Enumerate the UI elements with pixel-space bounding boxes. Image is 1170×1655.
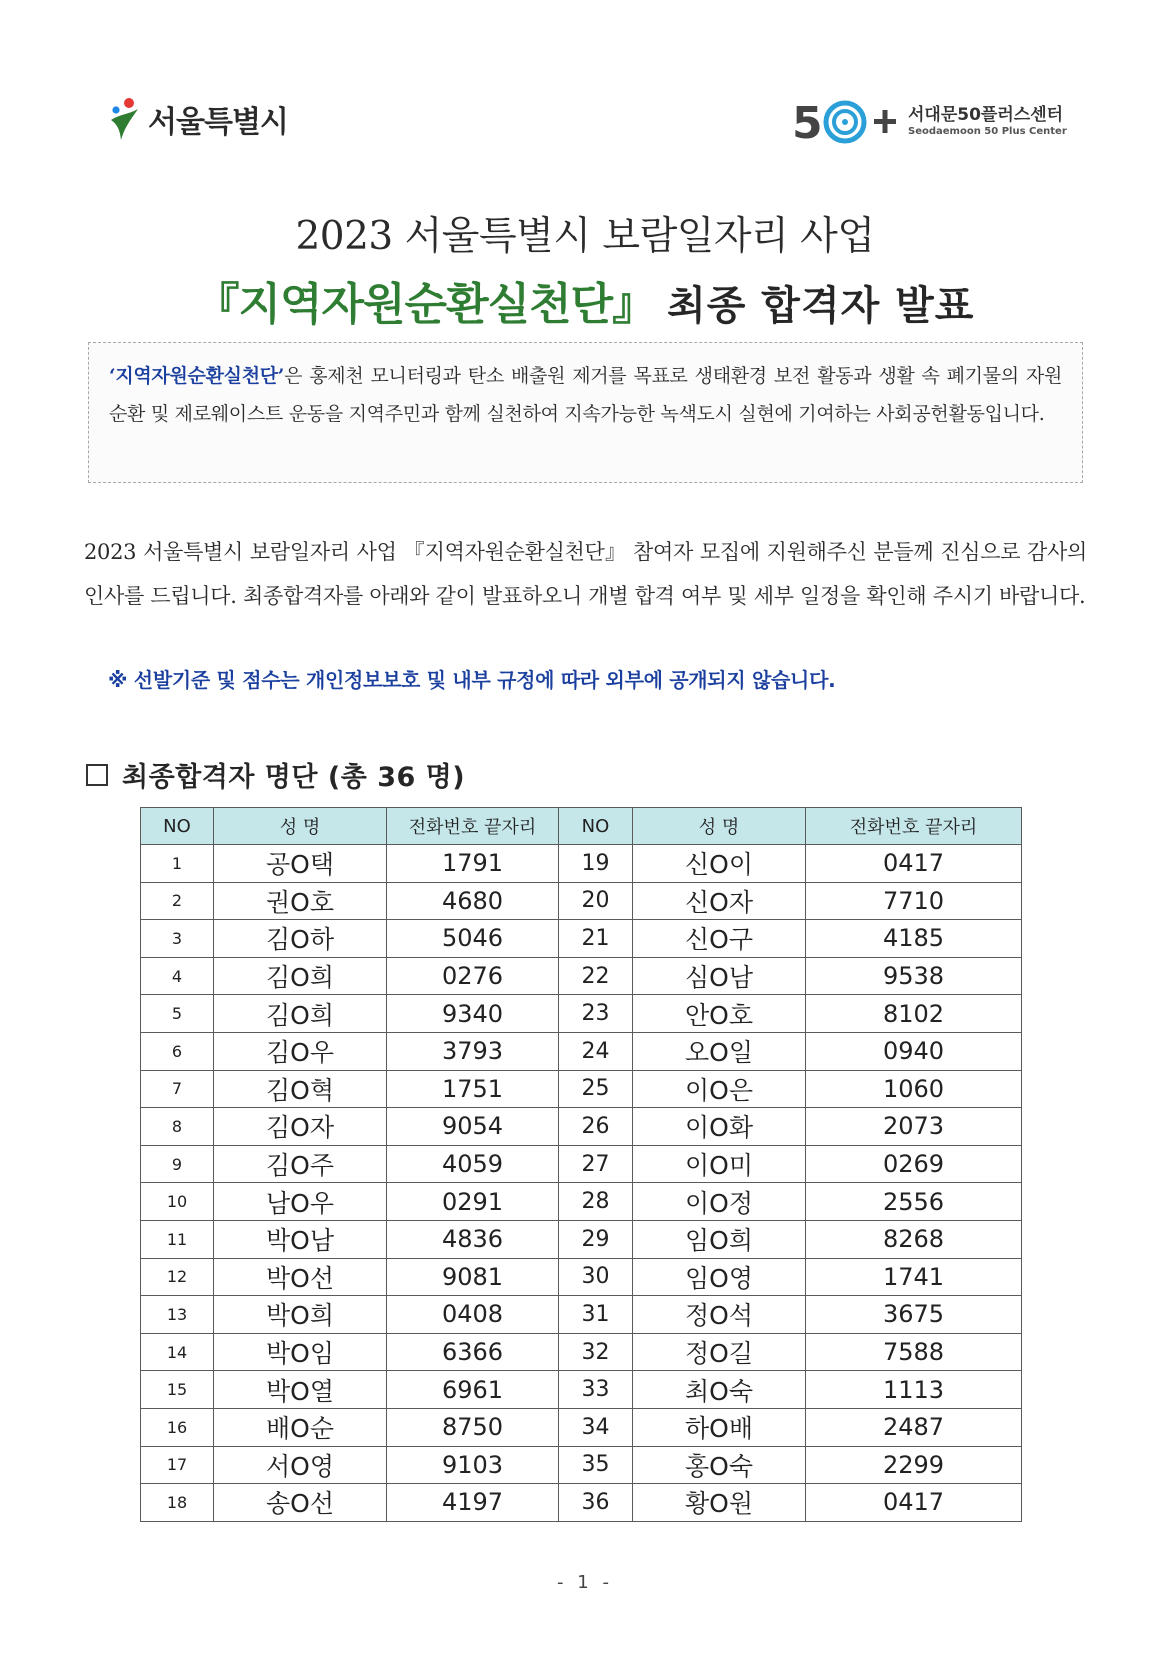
name-cell: 서O영 [214,1446,387,1484]
row-number-cell: 31 [559,1296,633,1334]
row-number-cell: 24 [559,1032,633,1070]
row-number-cell: 16 [141,1408,214,1446]
logo-number-five: 5 [792,98,823,148]
name-cell: 정O길 [633,1333,806,1371]
phone-digits-cell: 5046 [387,920,559,958]
name-cell: 박O열 [214,1371,387,1409]
phone-digits-cell: 0276 [387,957,559,995]
name-cell: 임O희 [633,1220,806,1258]
phone-digits-cell: 9081 [387,1258,559,1296]
seodaemoon-50plus-logo [790,96,1067,148]
table-row [141,920,1022,958]
row-number-cell: 12 [141,1258,214,1296]
table-row [141,1296,1022,1334]
row-number-cell: 11 [141,1220,214,1258]
phone-digits-cell: 2073 [806,1108,1022,1146]
row-number-cell: 34 [559,1408,633,1446]
phone-digits-cell: 4836 [387,1220,559,1258]
row-number-cell: 36 [559,1484,633,1522]
phone-digits-cell: 7710 [806,882,1022,920]
name-cell: 박O희 [214,1296,387,1334]
name-cell: 심O남 [633,957,806,995]
name-cell: 신O구 [633,920,806,958]
phone-digits-cell: 1060 [806,1070,1022,1108]
row-number-cell: 25 [559,1070,633,1108]
row-number-cell: 28 [559,1183,633,1221]
name-cell: 오O일 [633,1032,806,1070]
name-cell: 홍O숙 [633,1446,806,1484]
row-number-cell: 1 [141,845,214,883]
seoul-logo-text: 서울특별시 [148,105,288,140]
phone-digits-cell: 9538 [806,957,1022,995]
row-number-cell: 17 [141,1446,214,1484]
row-number-cell: 7 [141,1070,214,1108]
phone-digits-cell: 8102 [806,995,1022,1033]
phone-digits-cell: 3793 [387,1032,559,1070]
table-body [141,845,1022,1522]
table-row [141,1408,1022,1446]
row-number-cell: 15 [141,1371,214,1409]
name-cell: 신O이 [633,845,806,883]
row-number-cell: 20 [559,882,633,920]
header-no: NO [141,808,214,845]
phone-digits-cell: 1741 [806,1258,1022,1296]
phone-digits-cell: 1751 [387,1070,559,1108]
row-number-cell: 21 [559,920,633,958]
name-cell: 권O호 [214,882,387,920]
header-name: 성 명 [633,808,806,845]
phone-digits-cell: 2299 [806,1446,1022,1484]
seoul-logo-icon [108,96,144,142]
row-number-cell: 9 [141,1145,214,1183]
table-row [141,995,1022,1033]
document-title-line2 [0,268,1170,332]
program-name-quoted: ‘지역자원순환실천단’ [109,365,285,387]
name-cell: 안O호 [633,995,806,1033]
phone-digits-cell: 4185 [806,920,1022,958]
center-name-korean: 서대문50플러스센터 [908,105,1064,126]
phone-digits-cell: 9054 [387,1108,559,1146]
row-number-cell: 26 [559,1108,633,1146]
row-number-cell: 4 [141,957,214,995]
row-number-cell: 2 [141,882,214,920]
phone-digits-cell: 1113 [806,1371,1022,1409]
table-row [141,1220,1022,1258]
row-number-cell: 35 [559,1446,633,1484]
row-number-cell: 32 [559,1333,633,1371]
row-number-cell: 6 [141,1032,214,1070]
name-cell: 신O자 [633,882,806,920]
name-cell: 김O주 [214,1145,387,1183]
row-number-cell: 13 [141,1296,214,1334]
name-cell: 황O원 [633,1484,806,1522]
name-cell: 정O석 [633,1296,806,1334]
name-cell: 하O배 [633,1408,806,1446]
name-cell: 이O미 [633,1145,806,1183]
name-cell: 임O영 [633,1258,806,1296]
phone-digits-cell: 4059 [387,1145,559,1183]
table-row [141,1145,1022,1183]
row-number-cell: 30 [559,1258,633,1296]
phone-digits-cell: 2556 [806,1183,1022,1221]
name-cell: 공O택 [214,845,387,883]
table-row [141,1108,1022,1146]
phone-digits-cell: 7588 [806,1333,1022,1371]
row-number-cell: 27 [559,1145,633,1183]
program-description [109,357,1062,433]
phone-digits-cell: 0291 [387,1183,559,1221]
table-row [141,1484,1022,1522]
name-cell: 김O희 [214,957,387,995]
name-cell: 남O우 [214,1183,387,1221]
phone-digits-cell: 0417 [806,845,1022,883]
phone-digits-cell: 4197 [387,1484,559,1522]
phone-digits-cell: 0269 [806,1145,1022,1183]
name-cell: 박O선 [214,1258,387,1296]
phone-digits-cell: 6961 [387,1371,559,1409]
table-row [141,1333,1022,1371]
row-number-cell: 29 [559,1220,633,1258]
table-row [141,1070,1022,1108]
page-number: - 1 - [557,1572,613,1593]
name-cell: 이O정 [633,1183,806,1221]
table-row [141,1032,1022,1070]
phone-digits-cell: 0408 [387,1296,559,1334]
phone-digits-cell: 2487 [806,1408,1022,1446]
header-phone-last-digits: 전화번호 끝자리 [387,808,559,845]
phone-digits-cell: 8750 [387,1408,559,1446]
program-description-box [88,342,1083,483]
row-number-cell: 14 [141,1333,214,1371]
name-cell: 박O임 [214,1333,387,1371]
privacy-notice: ※ 선발기준 및 점수는 개인정보보호 및 내부 규정에 따라 외부에 공개되지 않습니다. [108,668,836,692]
name-cell: 김O자 [214,1108,387,1146]
row-number-cell: 33 [559,1371,633,1409]
name-cell: 김O하 [214,920,387,958]
row-number-cell: 3 [141,920,214,958]
name-cell: 이O화 [633,1108,806,1146]
phone-digits-cell: 8268 [806,1220,1022,1258]
phone-digits-cell: 0940 [806,1032,1022,1070]
phone-digits-cell: 1791 [387,845,559,883]
program-name-title: 『지역자원순환실천단』 [195,279,656,330]
row-number-cell: 22 [559,957,633,995]
table-row [141,957,1022,995]
name-cell: 배O순 [214,1408,387,1446]
phone-digits-cell: 0417 [806,1484,1022,1522]
header-name: 성 명 [214,808,387,845]
header-no: NO [559,808,633,845]
name-cell: 김O혁 [214,1070,387,1108]
row-number-cell: 19 [559,845,633,883]
phone-digits-cell: 6366 [387,1333,559,1371]
final-candidates-table [140,807,1022,1522]
table-row [141,1371,1022,1409]
announcement-paragraph: 2023 서울특별시 보람일자리 사업 『지역자원순환실천단』 참여자 모집에 지원해주신 분들께 진심으로 감사의 인사를 드립니다. 최종합격자를 아래와 같이 발표하오니 개별 합격 여부 및 세부 일정을 확인해 주시기 바랍니다. [84,540,1087,608]
announcement-title: 최종 합격자 발표 [667,283,975,329]
document-title-line1: 2023 서울특별시 보람일자리 사업 [295,214,875,259]
name-cell: 이O은 [633,1070,806,1108]
checkbox-square-icon [86,764,108,786]
fifty-plus-logo-icon [790,96,900,148]
table-row [141,1258,1022,1296]
name-cell: 김O희 [214,995,387,1033]
program-description-text: 은 홍제천 모니터링과 탄소 배출원 제거를 목표로 생태환경 보전 활동과 생활 속 폐기물의 자원순환 및 제로웨이스트 운동을 지역주민과 함께 실천하여 지속가능한 녹색도시 실현에 기여하는 사회공헌활동입니다. [109,365,1062,425]
phone-digits-cell: 9340 [387,995,559,1033]
row-number-cell: 18 [141,1484,214,1522]
row-number-cell: 5 [141,995,214,1033]
row-number-cell: 8 [141,1108,214,1146]
phone-digits-cell: 3675 [806,1296,1022,1334]
phone-digits-cell: 9103 [387,1446,559,1484]
table-row [141,882,1022,920]
phone-digits-cell: 4680 [387,882,559,920]
table-row [141,845,1022,883]
name-cell: 박O남 [214,1220,387,1258]
final-list-heading [86,755,465,794]
table-row [141,1183,1022,1221]
table-header-row [141,808,1022,845]
header-phone-last-digits: 전화번호 끝자리 [806,808,1022,845]
seoul-city-logo [108,94,288,144]
name-cell: 김O우 [214,1032,387,1070]
center-name-english: Seodaemoon 50 Plus Center [908,126,1067,138]
final-list-heading-text: 최종합격자 명단 (총 36 명) [122,762,466,793]
table-row [141,1446,1022,1484]
name-cell: 최O숙 [633,1371,806,1409]
row-number-cell: 10 [141,1183,214,1221]
name-cell: 송O선 [214,1484,387,1522]
row-number-cell: 23 [559,995,633,1033]
